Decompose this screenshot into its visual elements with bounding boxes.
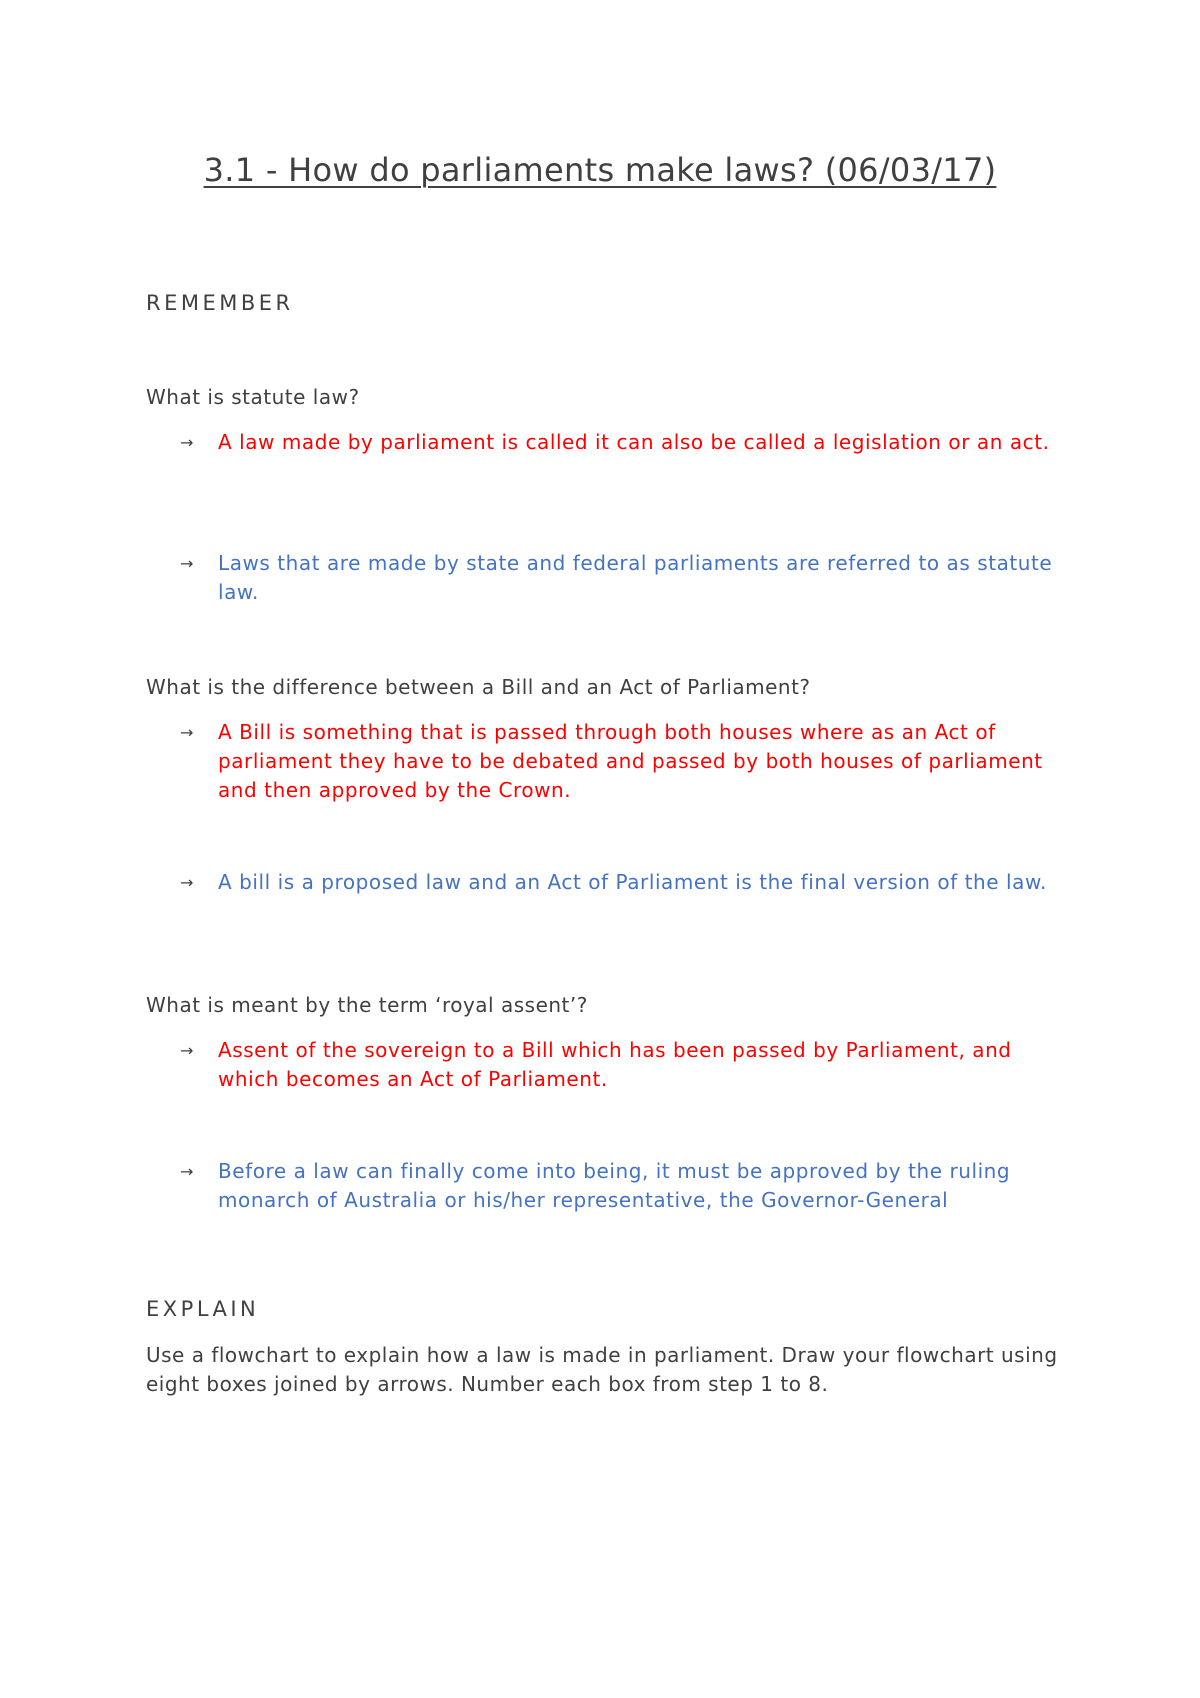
- answer-item: [180, 1157, 1060, 1215]
- answer-item: [180, 868, 1060, 897]
- answer-item: [180, 1036, 1060, 1094]
- answer-text: A law made by parliament is called it can also be called a legislation or an act.: [218, 430, 1050, 454]
- answer-text: A Bill is something that is passed through both houses where as an Act of parliament they have to be debated and passed by both houses of parliament and then approved by the Crown.: [218, 720, 1043, 802]
- answer-item: [180, 428, 1060, 457]
- arrow-bullet-icon: →: [180, 873, 194, 892]
- arrow-bullet-icon: →: [180, 723, 194, 742]
- answer-text: Laws that are made by state and federal parliaments are referred to as statute law.: [218, 551, 1053, 604]
- arrow-bullet-icon: →: [180, 1041, 194, 1060]
- explain-heading: EXPLAIN: [146, 1297, 260, 1321]
- remember-heading: REMEMBER: [146, 291, 294, 315]
- answer-text: Before a law can finally come into being, it must be approved by the ruling monarch of Australia or his/her representative, the Governor-General: [218, 1159, 1011, 1212]
- explain-instructions: Use a flowchart to explain how a law is made in parliament. Draw your flowchart using eight boxes joined by arrows. Number each box from step 1 to 8.: [146, 1343, 1058, 1396]
- answer-text: Assent of the sovereign to a Bill which has been passed by Parliament, and which becomes an Act of Parliament.: [218, 1038, 1012, 1091]
- answer-item: [180, 718, 1060, 805]
- question-royal-assent: What is meant by the term ‘royal assent’?: [146, 993, 588, 1017]
- question-bill-vs-act: What is the difference between a Bill and an Act of Parliament?: [146, 675, 811, 699]
- arrow-bullet-icon: →: [180, 433, 194, 452]
- arrow-bullet-icon: →: [180, 554, 194, 573]
- page-title: 3.1 - How do parliaments make laws? (06/03/17): [203, 151, 997, 189]
- arrow-bullet-icon: →: [180, 1162, 194, 1181]
- question-statute-law: What is statute law?: [146, 385, 360, 409]
- answer-text: A bill is a proposed law and an Act of Parliament is the final version of the law.: [218, 870, 1047, 894]
- answer-item: [180, 549, 1060, 607]
